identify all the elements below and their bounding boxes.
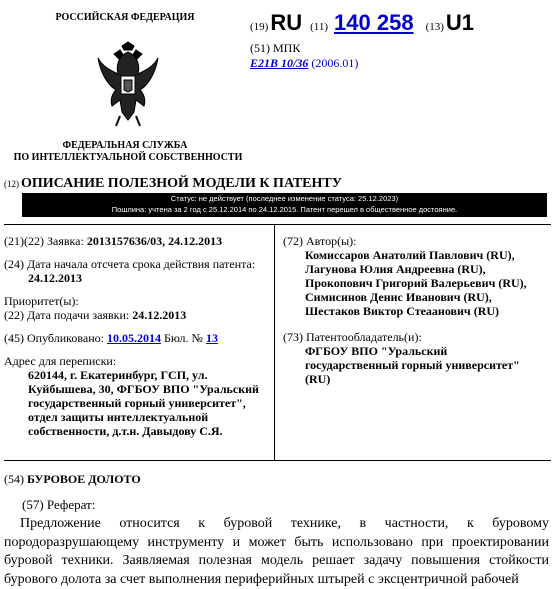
author-item: Прокопович Григорий Валерьевич (RU), xyxy=(305,276,527,290)
address-line: Куйбышева, 30, ФГБОУ ВПО "Уральский xyxy=(28,382,259,396)
agency-name-line1: ФЕДЕРАЛЬНАЯ СЛУЖБА xyxy=(62,140,188,151)
application-label: (21)(22) Заявка: xyxy=(4,234,84,248)
application-field xyxy=(4,234,269,248)
published-label: (45) Опубликовано: xyxy=(4,331,104,345)
address-line: государственный горный университет", xyxy=(28,396,246,410)
title-text: ОПИСАНИЕ ПОЛЕЗНОЙ МОДЕЛИ К ПАТЕНТУ xyxy=(21,176,343,191)
country-code: RU xyxy=(270,10,303,35)
model-name-code: (54) xyxy=(4,472,24,486)
owner-line: ФГБОУ ВПО "Уральский xyxy=(305,344,448,358)
owner-line: (RU) xyxy=(305,372,331,386)
application-value: 2013157636/03, 24.12.2013 xyxy=(86,234,223,248)
author-item: Комиссаров Анатолий Павлович (RU), xyxy=(305,248,515,262)
ipc-class-link[interactable]: E21B 10/36 xyxy=(250,56,309,70)
divider-top xyxy=(4,224,551,225)
filing-value: 24.12.2013 xyxy=(132,308,187,322)
model-name-text: БУРОВОЕ ДОЛОТО xyxy=(27,472,141,486)
country-name: РОССИЙСКАЯ ФЕДЕРАЦИЯ xyxy=(55,12,195,23)
mpk-label: (51) МПК xyxy=(250,41,301,55)
patent-number-link[interactable]: 140 258 xyxy=(334,10,414,35)
address-block xyxy=(4,368,269,438)
bibliographic-left xyxy=(4,234,269,438)
patent-id-line xyxy=(250,10,474,42)
address-line: собственности, д.т.н. Давыдову С.Я. xyxy=(28,424,223,438)
fee-line: Пошлина: учтена за 2 год с 25.12.2014 по 24.12.2015. Патент перешел в общественное достояние. xyxy=(111,205,458,214)
author-item: Симисинов Денис Иванович (RU), xyxy=(305,290,492,304)
filing-field xyxy=(4,308,269,322)
ipc-year: (2006.01) xyxy=(311,56,359,70)
abstract-text: Предложение относится к буровой технике, в частности, к буровому породоразрушающему инструменту и может быть использовано при проектировании буровой техники. Заявляемая полезная модель решает задачу повышения стойкости бурового долота за счет выполнения периферийных штырей с эксцентричной рабочей xyxy=(4,516,549,587)
address-label: Адрес для переписки: xyxy=(4,354,117,368)
published-field xyxy=(4,331,269,345)
ipc-classification xyxy=(250,56,358,70)
coat-of-arms-icon xyxy=(96,40,160,128)
divider-vertical xyxy=(274,224,275,460)
bulletin-label: Бюл. № xyxy=(163,331,203,345)
code-11: (11) xyxy=(310,21,329,33)
status-line: Статус: не действует (последнее изменение статуса: 25.12.2023) xyxy=(170,194,399,203)
abstract-body xyxy=(4,515,549,589)
authors-list xyxy=(283,248,551,318)
code-13: (13) xyxy=(425,21,444,33)
bulletin-number-link[interactable]: 13 xyxy=(205,331,218,345)
status-bar xyxy=(22,193,547,217)
owner-label: (73) Патентообладатель(и): xyxy=(283,330,422,344)
start-date-label: (24) Дата начала отсчета срока действия патента: xyxy=(4,257,256,271)
address-line: 620144, г. Екатеринбург, ГСП, ул. xyxy=(28,368,208,382)
owner-line: государственный горный университет" xyxy=(305,358,520,372)
code-19: (19) xyxy=(250,21,269,33)
filing-label: (22) Дата подачи заявки: xyxy=(4,308,130,322)
owner-block xyxy=(283,344,551,386)
priority-label: Приоритет(ы): xyxy=(4,294,79,308)
published-date-link[interactable]: 10.05.2014 xyxy=(106,331,161,345)
kind-code: U1 xyxy=(445,10,475,35)
divider-bottom xyxy=(4,460,551,461)
author-item: Лагунова Юлия Андреевна (RU), xyxy=(305,262,486,276)
abstract-label: (57) Реферат: xyxy=(22,497,96,512)
title-code: (12) xyxy=(4,179,19,189)
document-title xyxy=(4,176,342,192)
bibliographic-right xyxy=(283,234,551,386)
authors-label: (72) Автор(ы): xyxy=(283,234,357,248)
start-date-value: 24.12.2013 xyxy=(28,271,82,285)
author-item: Шестаков Виктор Стеаанович (RU) xyxy=(305,304,500,318)
agency-name-line2: ПО ИНТЕЛЛЕКТУАЛЬНОЙ СОБСТВЕННОСТИ xyxy=(13,152,243,163)
address-line: отдел защиты интеллектуальной xyxy=(28,410,209,424)
model-name xyxy=(4,472,141,486)
